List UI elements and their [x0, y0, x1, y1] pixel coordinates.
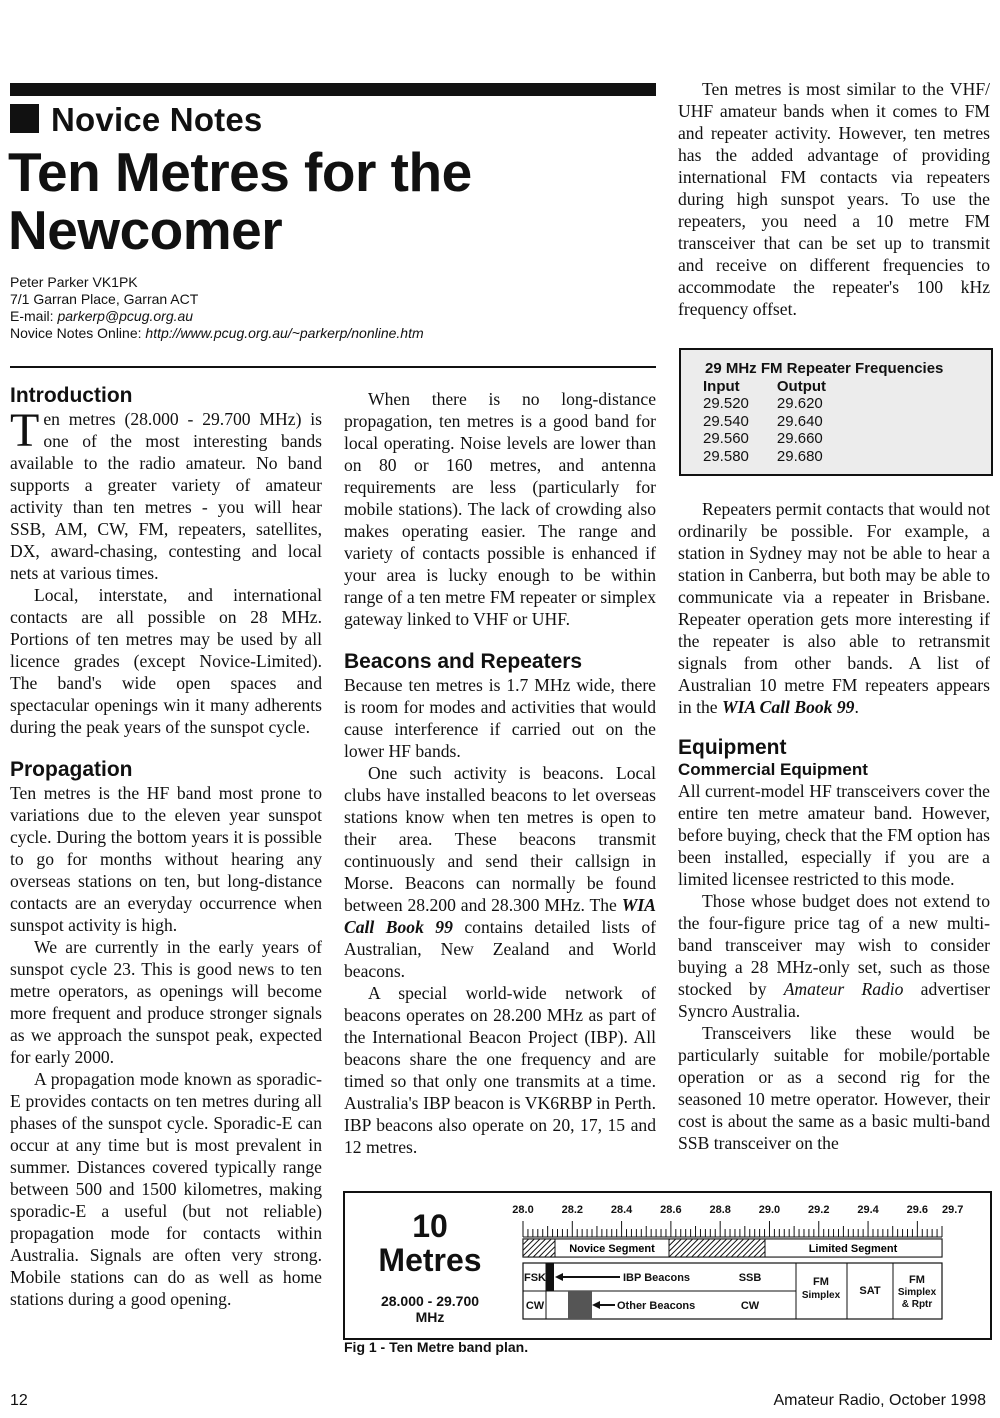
band-plan-diagram [512, 1201, 985, 1331]
novice-segment-label: Novice Segment [569, 1243, 655, 1255]
tick-label: 28.6 [660, 1204, 682, 1216]
hatched-segment-middle [669, 1239, 765, 1257]
table-row: 29.540 29.640 [703, 412, 823, 430]
limited-segment-label: Limited Segment [808, 1243, 898, 1255]
repeaters-more-paragraph: Repeaters permit contacts that would not ordinarily be possible. For example, a station in Sydney may not be able to hear a station in Canberra, but both may be able to communicate via a repeater in Brisbane. Repeater operation gets more interesting if the repeater is also able to retransmit signals from other bands. A list of Australian 10 metre FM repeaters appears in the WIA Call Book 99. [678, 499, 990, 717]
online-line: Novice Notes Online: http://www.pcug.org.au/~parkerp/nonline.htm [10, 325, 424, 341]
ibp-arrow-head-icon [555, 1273, 563, 1281]
heading-beacons: Beacons and Repeaters [344, 650, 583, 673]
tick-label: 28.2 [561, 1204, 584, 1216]
beacons-paragraph-2: One such activity is beacons. Local clubs have installed beacons to let overseas stations know when ten metres is open to their area. These beacons transmit continuously and send their callsign in Morse. Beacons can normally be found between 28.200 and 28.300 MHz. The WIA Call Book 99 contains detailed lists of Australian, New Zealand and World beacons. [344, 763, 656, 981]
email-link[interactable]: parkerp@pcug.org.au [57, 308, 194, 324]
intro-paragraph-1: Ten metres (28.000 - 29.700 MHz) is one of the most interesting bands available to the radio amateur. No band supports a greater variety of amateur activity than ten metres - you will hear SSB, AM, CW, FM, repeaters, satellites, DX, award-chasing, contesting and local nets at various times. [10, 404, 322, 583]
heading-equipment: Equipment [678, 736, 787, 759]
equipment-paragraph-1: All current-model HF transceivers cover the entire ten metre amateur band. However, before buying, check that the FM option has been installed, especially if you are a limited licensee restricted to this mode. [678, 781, 990, 889]
column-2 [344, 388, 656, 1158]
intro-paragraph-2: Local, interstate, and international contacts are all possible on 28 MHz. Portions of ten metres may be used by all licence grades (except Novice-Limited). The band's wide open spaces and spectacular openings win it many adherents during the peak years of the sunspot cycle. [10, 585, 322, 737]
repeater-frequency-box [679, 348, 993, 476]
fm-rptr-label-1: FM [909, 1274, 925, 1286]
page-number: 12 [10, 1392, 28, 1409]
col-output: Output [776, 378, 827, 395]
drop-cap: T [10, 404, 40, 457]
beacons-paragraph-3: A special world-wide network of beacons operates on 28.200 MHz as part of the International Beacon Project (IBP). All beacons share the one frequency and are timed so that only one transmits at a time. Australia's IBP beacon is VK6RBP in Perth. IBP beacons also operate on 20, 17, 15 and 12 metres. [344, 983, 656, 1157]
series-title: Novice Notes [10, 101, 262, 139]
fsk-marker [546, 1263, 554, 1291]
repeater-table-title: 29 MHz FM Repeater Frequencies [705, 360, 944, 377]
fm-simplex-label-1: FM [813, 1276, 829, 1288]
band-plan-figure [343, 1191, 992, 1340]
fsk-label: FSK [524, 1272, 546, 1284]
fm-simplex-label-2: Simplex [801, 1290, 841, 1301]
figure-caption: Fig 1 - Ten Metre band plan. [344, 1339, 529, 1355]
table-row: 29.520 29.620 [703, 395, 823, 412]
repeaters-fm-paragraph: Ten metres is most similar to the VHF/ UHF amateur bands when it comes to FM and repeater activity. However, ten metres has the added advantage of providing international FM contacts via repeaters during high sunspot years. To use the repeaters, you need a 10 metre FM transceiver that can be set up to transmit and receive on different frequencies to accommodate the repeater's 100 kHz frequency offset. [678, 79, 990, 319]
header-bar [10, 83, 656, 96]
square-bullet-icon [10, 104, 39, 133]
ibp-label: IBP Beacons [623, 1272, 691, 1284]
col-input: Input [703, 378, 740, 395]
tick-label: 29.6 [906, 1204, 929, 1216]
ssb-label: SSB [738, 1272, 762, 1284]
tick-label: 29.2 [808, 1204, 830, 1216]
article-title: Ten Metres for the Newcomer [8, 141, 472, 261]
email-line: E-mail: parkerp@pcug.org.au [10, 308, 194, 324]
table-row: 29.560 29.660 [703, 430, 823, 447]
propagation-paragraph-1: Ten metres is the HF band most prone to variations due to the eleven year sunspot cycle. During the bottom years it is possible to go for months without hearing any overseas stations on ten, but long-distance contacts are an everyday occurrence when sunspot activity is high. [10, 783, 322, 935]
propagation-paragraph-3: A propagation mode known as sporadic-E provides contacts on ten metres during all phases of the sunspot cycle. Sporadic-E can occur at any time but is most prevalent in summer. Distances covered typically range between 500 and 1500 kilometres, making sporadic-E a useful (but not reliable) propagation mode for contacts within Australia. Signals are often very strong. Mobile stations can do as well as home stations during a good opening. [10, 1069, 322, 1309]
tick-label: 29.0 [758, 1204, 781, 1216]
band-unit: MHz [415, 1309, 445, 1325]
column-1 [10, 384, 322, 1310]
other-beacons-label: Other Beacons [617, 1300, 696, 1312]
address: 7/1 Garran Place, Garran ACT [10, 291, 199, 307]
tick-label: 29.4 [857, 1204, 879, 1216]
tick-label: 28.4 [610, 1204, 633, 1216]
sat-label: SAT [859, 1285, 881, 1297]
cw-label-left: CW [525, 1300, 545, 1312]
column-3-top [678, 78, 990, 320]
heading-propagation: Propagation [10, 758, 133, 781]
header-rule [10, 366, 656, 368]
band-range: 28.000 - 29.700 [380, 1293, 480, 1309]
magazine-footer: Amateur Radio, October 1998 [773, 1392, 986, 1409]
band-word: Metres [378, 1242, 482, 1278]
fm-rptr-label-3: & Rptr [901, 1299, 933, 1310]
beacons-paragraph-1: Because ten metres is 1.7 MHz wide, there is room for modes and activities that would cause interference if carried out on the lower HF bands. [344, 675, 656, 761]
equipment-paragraph-3: Transceivers like these would be particularly suitable for mobile/portable operation or as a second rig for the seasoned 10 metre operator. However, their cost is about the same as a basic multi-band SSB transceiver on the [678, 1023, 990, 1153]
online-link[interactable]: http://www.pcug.org.au/~parkerp/nonline.htm [145, 325, 424, 341]
equipment-paragraph-2: Those whose budget does not extend to the four-figure price tag of a new multi-band transceiver may wish to consider buying a 28 MHz-only set, such as those stocked by Amateur Radio advertiser Syncro Australia. [678, 891, 991, 1021]
author: Peter Parker VK1PK [10, 274, 138, 290]
local-paragraph: When there is no long-distance propagation, ten metres is a good band for local operating. Noise levels are lower than on 80 or 160 metres, and antenna requirements are less (particularly for mobile stations). The lack of crowding also makes operating easier. The range and variety of contacts possible is enhanced if your area is lucky enough to be within range of a ten metre FM repeater or simplex gateway linked to VHF or UHF. [344, 389, 656, 629]
fm-rptr-label-2: Simplex [897, 1287, 937, 1298]
hatched-segment-left [523, 1239, 555, 1257]
heading-introduction: Introduction [10, 384, 133, 407]
band-number: 10 [412, 1208, 448, 1244]
column-3-bottom [678, 498, 990, 1154]
byline [10, 274, 424, 342]
repeater-table [703, 378, 854, 465]
tick-label: 29.7 [942, 1204, 964, 1216]
other-arrow-head-icon [592, 1301, 600, 1309]
propagation-paragraph-2: We are currently in the early years of sunspot cycle 23. This is good news to ten metre operators, as openings will become more frequent and produce stronger signals as we approach the sunspot peak, expected for early 2000. [10, 937, 322, 1067]
table-row: 29.580 29.680 [703, 447, 823, 465]
tick-label: 28.0 [512, 1204, 534, 1216]
subheading-commercial: Commercial Equipment [678, 760, 868, 779]
tick-label: 28.8 [709, 1204, 731, 1216]
cw-label-right: CW [740, 1300, 760, 1312]
other-beacons-marker [568, 1291, 592, 1319]
